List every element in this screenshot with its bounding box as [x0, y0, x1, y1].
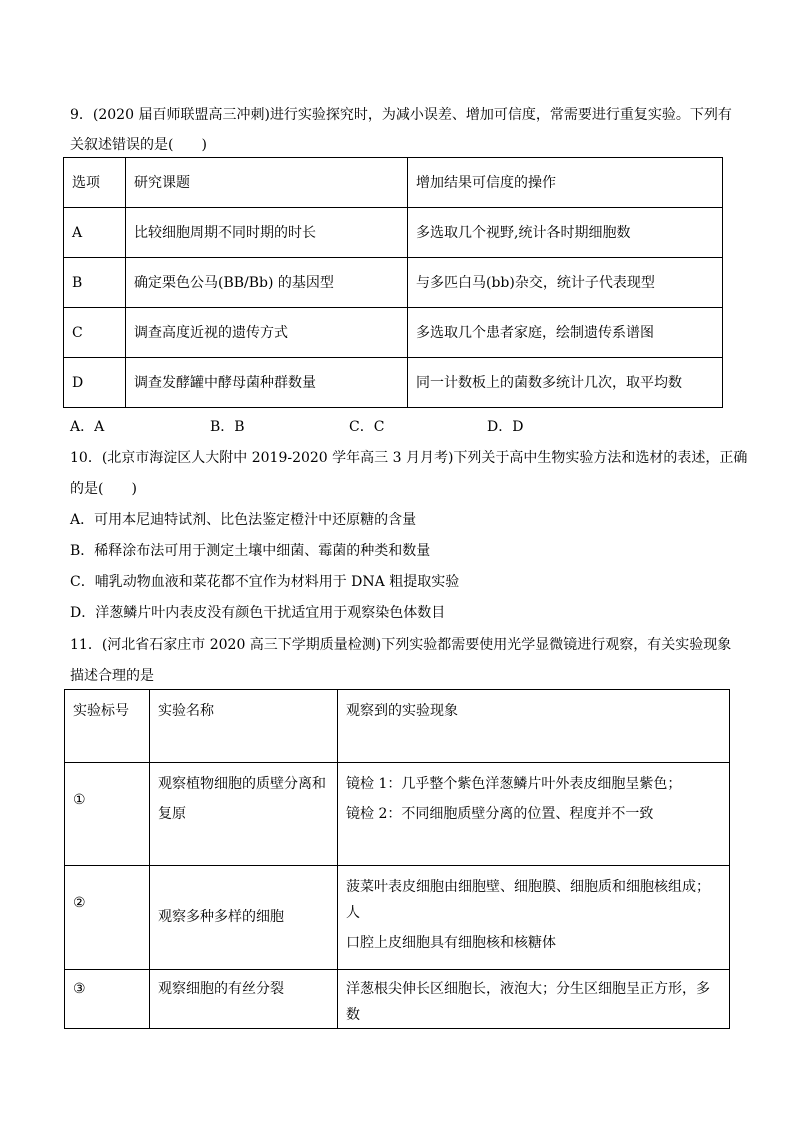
q11-table — [64, 689, 730, 1029]
cell-observation-line: 口腔上皮细胞具有细胞核和核糖体 — [346, 935, 556, 951]
table-row — [65, 866, 730, 970]
cell-name — [150, 866, 338, 970]
cell-option: D — [64, 358, 126, 408]
cell-name-line: 观察细胞的有丝分裂 — [158, 981, 284, 997]
cell-number: ① — [65, 763, 150, 866]
table-header-row — [64, 158, 723, 208]
cell-observation — [338, 763, 730, 866]
cell-topic: 确定栗色公马(BB/Bb) 的基因型 — [126, 258, 408, 308]
header-observation: 观察到的实验现象 — [338, 690, 730, 763]
cell-observation — [338, 970, 730, 1029]
cell-name-line: 观察多种多样的细胞 — [158, 909, 284, 925]
q10-stem-line2: 的是( ) — [70, 481, 137, 497]
q9-option-c: C．C — [349, 419, 385, 435]
cell-topic: 调查发酵罐中酵母菌种群数量 — [126, 358, 408, 408]
cell-observation-line: 菠菜叶表皮细胞由细胞壁、细胞膜、细胞质和细胞核组成；人 — [346, 879, 710, 921]
header-option: 选项 — [64, 158, 126, 208]
q9-stem-line2: 关叙述错误的是( ) — [70, 137, 207, 153]
cell-name-line: 复原 — [158, 806, 186, 822]
cell-operation: 与多匹白马(bb)杂交，统计子代表现型 — [408, 258, 723, 308]
q11-stem-line1: 11．(河北省石家庄市 2020 高三下学期质量检测)下列实验都需要使用光学显微镜进行观察，有关实验现象 — [70, 637, 732, 653]
cell-option: C — [64, 308, 126, 358]
q10-option-c: C．哺乳动物血液和菜花都不宜作为材料用于 DNA 粗提取实验 — [70, 574, 460, 590]
cell-name-line: 观察植物细胞的质壁分离和 — [158, 776, 326, 792]
table-row — [64, 208, 723, 258]
cell-operation: 同一计数板上的菌数多统计几次，取平均数 — [408, 358, 723, 408]
cell-observation-line: 洋葱根尖伸长区细胞长，液泡大；分生区细胞呈正方形，多数 — [346, 981, 710, 1023]
cell-number: ③ — [65, 970, 150, 1029]
cell-observation — [338, 866, 730, 970]
cell-operation: 多选取几个患者家庭，绘制遗传系谱图 — [408, 308, 723, 358]
cell-operation: 多选取几个视野,统计各时期细胞数 — [408, 208, 723, 258]
table-row — [65, 763, 730, 866]
cell-topic: 调查高度近视的遗传方式 — [126, 308, 408, 358]
table-row — [64, 358, 723, 408]
q9-option-a: A．A — [70, 419, 105, 435]
q9-option-d: D．D — [487, 419, 524, 435]
cell-number: ② — [65, 866, 150, 970]
q10-option-d: D．洋葱鳞片叶内表皮没有颜色干扰适宜用于观察染色体数目 — [70, 605, 446, 621]
header-topic: 研究课题 — [126, 158, 408, 208]
header-experiment-name: 实验名称 — [150, 690, 338, 763]
table-row — [64, 258, 723, 308]
cell-observation-line: 镜检 1：几乎整个紫色洋葱鳞片叶外表皮细胞呈紫色； — [346, 776, 682, 792]
q10-option-a: A．可用本尼迪特试剂、比色法鉴定橙汁中还原糖的含量 — [70, 512, 417, 528]
table-header-row — [65, 690, 730, 763]
table-row — [64, 308, 723, 358]
q10-option-b: B．稀释涂布法可用于测定土壤中细菌、霉菌的种类和数量 — [70, 543, 431, 559]
cell-option: A — [64, 208, 126, 258]
cell-topic: 比较细胞周期不同时期的时长 — [126, 208, 408, 258]
cell-name — [150, 763, 338, 866]
cell-observation-line: 镜检 2：不同细胞质壁分离的位置、程度并不一致 — [346, 806, 654, 822]
q9-table — [63, 157, 723, 408]
q10-stem-line1: 10．(北京市海淀区人大附中 2019-2020 学年高三 3 月月考)下列关于高中生物实验方法和选材的表述，正确 — [70, 450, 748, 466]
q11-stem-line2: 描述合理的是 — [70, 668, 154, 684]
cell-option: B — [64, 258, 126, 308]
table-row — [65, 970, 730, 1029]
cell-name — [150, 970, 338, 1029]
q9-option-b: B．B — [210, 419, 245, 435]
header-operation: 增加结果可信度的操作 — [408, 158, 723, 208]
q9-stem-line1: 9．(2020 届百师联盟高三冲刺)进行实验探究时，为减小误差、增加可信度，常需要进行重复实验。下列有 — [70, 107, 732, 123]
header-experiment-number: 实验标号 — [65, 690, 150, 763]
